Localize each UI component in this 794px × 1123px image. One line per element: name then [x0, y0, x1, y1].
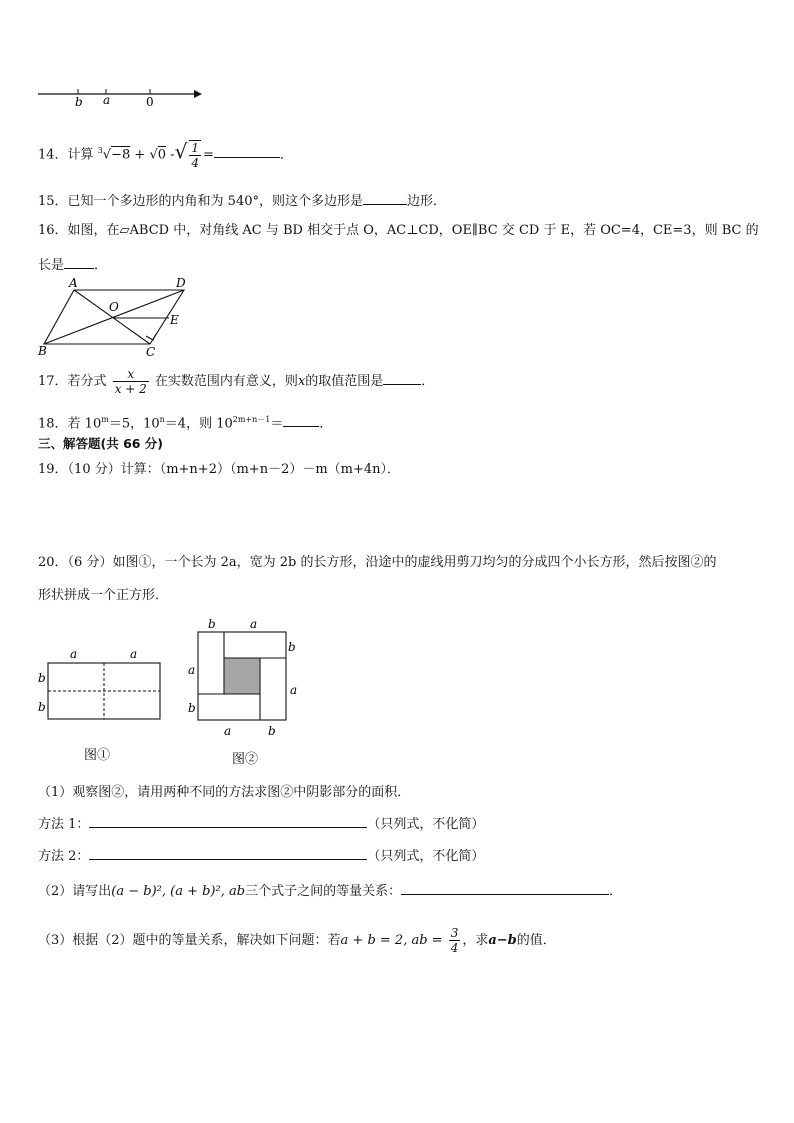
q18-answer-blank[interactable]: [283, 412, 319, 427]
fig2-label-right-b: b: [288, 640, 296, 654]
part3-target: a−b: [488, 933, 517, 948]
part3-fraction: $\frac{3}{4}$: [450, 926, 459, 955]
part3-text-c: 的值．: [516, 933, 556, 948]
fig2-label-right-a: a: [290, 683, 298, 697]
part3-expr: a + b = 2, ab =: [340, 933, 447, 948]
q15-answer-blank[interactable]: [363, 190, 407, 205]
q17-fraction: $\frac{x}{x + 2}$: [114, 367, 147, 396]
parallelogram-figure: [36, 276, 196, 360]
q18-exp3: 2m+n－1: [232, 415, 271, 424]
question-15: [38, 190, 446, 212]
fig2-label-bottom-a: a: [224, 724, 232, 738]
part2-text-a: （2）请写出: [38, 884, 112, 899]
fig2-label-bottom-b: b: [268, 724, 276, 738]
q15-suffix: 边形．: [407, 194, 447, 209]
method1-note: （只列式，不化简）: [367, 817, 485, 832]
q17-var: x: [297, 374, 306, 389]
q20-method1: [38, 813, 484, 835]
q14-minus: -: [170, 147, 175, 163]
figure-2-caption: 图②: [232, 752, 259, 767]
question-16-line2: 长是 ．: [38, 254, 107, 276]
method2-label: 方法 2：: [38, 849, 90, 864]
radical-icon: √: [149, 147, 158, 163]
figure-1: [30, 644, 170, 764]
part2-answer-blank[interactable]: [401, 880, 609, 895]
q15-text: 15．已知一个多边形的内角和为 540°，则这个多边形是: [38, 194, 363, 209]
q18-text-a: 18．若 10: [38, 416, 102, 432]
q14-plus: +: [134, 147, 146, 163]
q14-text: 14．计算: [38, 147, 94, 163]
method2-note: （只列式，不化简）: [367, 849, 485, 864]
method2-answer-blank[interactable]: [89, 845, 367, 860]
q17-answer-blank[interactable]: [383, 370, 421, 385]
question-20-line2: 形状拼成一个正方形．: [38, 588, 169, 603]
q18-exp2: n: [159, 415, 165, 424]
vertex-A: A: [69, 276, 78, 290]
radical-icon: √: [102, 147, 112, 163]
fig1-left-label-2: b: [38, 700, 46, 714]
fig2-label-left-b: b: [188, 701, 196, 715]
point-E: E: [170, 313, 179, 327]
fig2-label-left-a: a: [188, 663, 196, 677]
q20-method2: [38, 845, 484, 867]
question-17: 17．若分式 $\frac{x}{x + 2}$ 在实数范围内有意义，则x的取值范围是 ．: [38, 367, 435, 396]
part3-text-a: （3）根据（2）题中的等量关系，解决如下问题：若: [38, 933, 341, 948]
q14-fraction: $\frac{1}{4}$: [191, 140, 199, 170]
q18-exp1: m: [101, 415, 109, 424]
q18-text-c: ＝4，则 10: [164, 416, 233, 432]
fig2-label-top-b: b: [208, 617, 216, 631]
question-16-line1: 16．如图，在▱ABCD 中，对角线 AC 与 BD 相交于点 O，AC⊥CD，OE∥BC 交 CD 于 E，若 OC=4，CE=3，则 BC 的: [38, 223, 759, 238]
q20-part3: [38, 924, 556, 958]
numberline-label-0: 0: [146, 95, 154, 109]
part2-expr: (a − b)², (a + b)², ab: [111, 884, 246, 899]
number-line: [36, 84, 206, 110]
q17-text-c: 的取值范围是: [305, 374, 384, 389]
vertex-C: C: [146, 345, 156, 359]
question-19: 19．（10 分）计算：（m+n+2）（m+n－2）－m（m+4n）．: [38, 462, 401, 477]
method1-label: 方法 1：: [38, 817, 90, 832]
q14-cbrt: −8: [111, 147, 131, 163]
q16-answer-blank[interactable]: [64, 254, 94, 269]
fig1-left-label-1: b: [38, 671, 46, 685]
q14-cbrt-index: 3: [97, 146, 103, 155]
q14-eq: =: [202, 147, 214, 163]
point-O: O: [109, 300, 119, 314]
section-3-title: 三、解答题(共 66 分): [38, 436, 164, 451]
question-14: 14．计算 $^3$√−8 + √0 -√ $\frac{1}{4}$ = ．: [38, 139, 293, 170]
q17-text-a: 17．若分式: [38, 374, 107, 389]
q18-text-d: ＝: [270, 416, 284, 432]
numberline-label-b: b: [75, 95, 83, 109]
q16-line2-text: 长是: [38, 258, 65, 273]
figure-2: [182, 614, 312, 770]
q14-sqrt: 0: [157, 147, 167, 163]
vertex-D: D: [176, 276, 186, 290]
fig2-label-top-a: a: [250, 617, 258, 631]
part2-text-b: 三个式子之间的等量关系：: [245, 884, 402, 899]
q17-text-b: 在实数范围内有意义，则: [154, 374, 298, 389]
q14-answer-blank[interactable]: [214, 143, 280, 158]
q20-part2: （2）请写出(a − b)², (a + b)², ab三个式子之间的等量关系： ．: [38, 880, 622, 902]
figure-1-caption: 图①: [84, 748, 111, 763]
numberline-label-a: a: [103, 93, 111, 107]
fig1-top-label-1: a: [70, 647, 78, 661]
vertex-B: B: [38, 344, 47, 358]
q20-part1: （1）观察图②，请用两种不同的方法求图②中阴影部分的面积．: [38, 785, 411, 800]
question-20-line1: 20．（6 分）如图①，一个长为 2a，宽为 2b 的长方形，沿途中的虚线用剪刀均匀的分成四个小长方形，然后按图②的: [38, 555, 717, 570]
question-18: 18．若 $10^m=5$，$10^n=4$，则 $10^{2m+n-1}=$ ．: [38, 410, 332, 434]
part3-text-b: ，求: [462, 933, 489, 948]
q18-text-b: ＝5，10: [108, 416, 160, 432]
radical-icon: √: [174, 139, 188, 164]
fig1-top-label-2: a: [130, 647, 138, 661]
method1-answer-blank[interactable]: [89, 813, 367, 828]
